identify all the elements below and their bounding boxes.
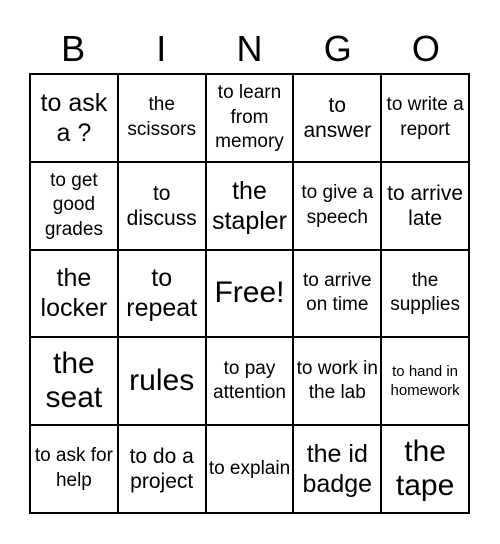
bingo-header (29, 20, 470, 78)
cell-text: to ask for help (34, 445, 113, 492)
cell-text: to arrive late (387, 181, 464, 230)
header-letter-n: N (236, 28, 263, 69)
bingo-cell[interactable] (118, 250, 206, 338)
bingo-cell[interactable] (30, 74, 118, 162)
cell-text: to answer (303, 93, 372, 142)
bingo-cell[interactable] (30, 250, 118, 338)
bingo-cell[interactable] (381, 250, 469, 338)
bingo-board (29, 73, 470, 514)
header-letter-g: G (323, 28, 352, 69)
cell-text: to learn from memory (215, 81, 284, 153)
cell-text: to work in the lab (296, 357, 378, 404)
bingo-cell-free[interactable] (206, 250, 294, 338)
cell-text: to repeat (126, 264, 198, 323)
cell-text: to ask a ? (40, 88, 108, 147)
bingo-cell[interactable] (118, 162, 206, 250)
bingo-cell[interactable] (293, 250, 381, 338)
cell-text: Free! (214, 276, 285, 310)
cell-text: the tape (395, 434, 455, 503)
bingo-cell[interactable] (381, 337, 469, 425)
cell-text: to do a project (129, 444, 194, 494)
bingo-cell[interactable] (293, 425, 381, 513)
bingo-cell[interactable] (118, 425, 206, 513)
cell-text: to write a report (386, 94, 464, 140)
cell-text: the supplies (390, 269, 460, 316)
bingo-cell[interactable] (293, 337, 381, 425)
bingo-cell[interactable] (381, 74, 469, 162)
header-letter-i: I (156, 28, 167, 69)
bingo-cell[interactable] (206, 425, 294, 513)
bingo-cell[interactable] (206, 337, 294, 425)
bingo-cell[interactable] (381, 425, 469, 513)
cell-text: the stapler (211, 176, 288, 235)
cell-text: the locker (40, 264, 108, 323)
bingo-cell[interactable] (30, 162, 118, 250)
bingo-cell[interactable] (293, 162, 381, 250)
bingo-cell[interactable] (30, 425, 118, 513)
bingo-cell[interactable] (118, 337, 206, 425)
cell-text: to explain (208, 457, 291, 479)
cell-text: to discuss (126, 181, 197, 230)
cell-text: rules (129, 364, 195, 398)
cell-text: to give a speech (301, 182, 374, 228)
bingo-cell[interactable] (381, 162, 469, 250)
bingo-cell[interactable] (206, 162, 294, 250)
bingo-cell[interactable] (30, 337, 118, 425)
header-letter-b: B (61, 28, 86, 69)
cell-text: to get good grades (44, 169, 103, 241)
cell-text: the seat (45, 346, 103, 415)
cell-text: to hand in homework (390, 362, 460, 400)
cell-text: the scissors (127, 94, 196, 140)
bingo-cell[interactable] (293, 74, 381, 162)
bingo-cell[interactable] (118, 74, 206, 162)
cell-text: the id badge (302, 440, 373, 499)
header-letter-o: O (411, 28, 440, 69)
bingo-cell[interactable] (206, 74, 294, 162)
cell-text: to pay attention (213, 357, 286, 404)
cell-text: to arrive on time (302, 269, 372, 316)
